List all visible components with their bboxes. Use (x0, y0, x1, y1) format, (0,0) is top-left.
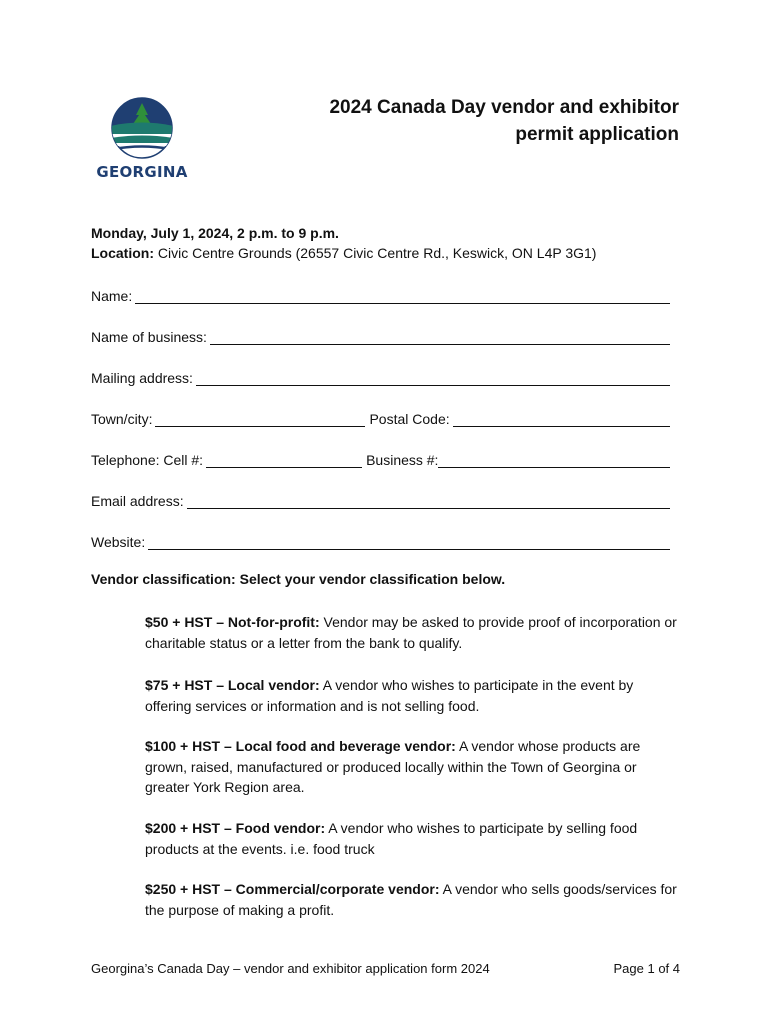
event-date-time: Monday, July 1, 2024, 2 p.m. to 9 p.m. (91, 225, 339, 241)
email-field-row (91, 489, 670, 509)
vendor-option-not-for-profit[interactable] (145, 612, 680, 653)
name-label: Name: (91, 288, 133, 304)
title-line-1: 2024 Canada Day vendor and exhibitor (329, 97, 679, 118)
vendor-option-local-vendor[interactable] (145, 675, 680, 716)
name-field-row (91, 284, 670, 304)
mailing-address-input-line[interactable] (196, 370, 670, 386)
business-name-input-line[interactable] (210, 329, 670, 345)
logo-emblem-icon (92, 95, 192, 161)
vendor-option-title: $200 + HST – Food vendor: (145, 820, 326, 836)
vendor-option-title: $250 + HST – Commercial/corporate vendor: (145, 881, 440, 897)
vendor-option-description: Vendor may be asked to provide proof of incorporation or charitable status or a letter from the bank to qualify. (145, 614, 677, 651)
georgina-logo (92, 95, 192, 185)
title-line-2: permit application (515, 124, 679, 145)
location-value: Civic Centre Grounds (26557 Civic Centre Rd., Keswick, ON L4P 3G1) (154, 245, 597, 261)
vendor-option-description: A vendor who wishes to participate in the event by offering services or information and is not selling food. (145, 677, 634, 714)
business-phone-input-line[interactable] (438, 452, 670, 468)
event-info (91, 223, 596, 263)
email-input-line[interactable] (187, 493, 670, 509)
vendor-option-title: $50 + HST – Not-for-profit: (145, 614, 320, 630)
town-label: Town/city: (91, 411, 153, 427)
town-input-line[interactable] (155, 411, 365, 427)
vendor-option-title: $100 + HST – Local food and beverage vendor: (145, 738, 456, 754)
cell-phone-label: Telephone: Cell #: (91, 452, 204, 468)
postal-code-input-line[interactable] (453, 411, 670, 427)
mailing-address-label: Mailing address: (91, 370, 193, 386)
website-field-row (91, 530, 670, 550)
footer-page-number: Page 1 of 4 (613, 961, 680, 976)
location-label: Location: (91, 245, 154, 261)
name-input-line[interactable] (135, 288, 670, 304)
telephone-field-row (91, 448, 670, 468)
vendor-classification-heading: Vendor classification: Select your vendor classification below. (91, 571, 506, 587)
vendor-option-local-food-beverage[interactable] (145, 736, 680, 798)
vendor-option-title: $75 + HST – Local vendor: (145, 677, 320, 693)
vendor-option-commercial-corporate[interactable] (145, 879, 680, 920)
page-title (259, 94, 679, 148)
logo-wordmark: GEORGINA (96, 163, 188, 181)
email-label: Email address: (91, 493, 184, 509)
vendor-option-food-vendor[interactable] (145, 818, 680, 859)
vendor-option-description: A vendor who wishes to participate by selling food products at the events. i.e. food truck (145, 820, 638, 857)
cell-phone-input-line[interactable] (206, 452, 362, 468)
vendor-option-description: A vendor who sells goods/services for the purpose of making a profit. (145, 881, 677, 918)
footer-document-title: Georgina’s Canada Day – vendor and exhibitor application form 2024 (91, 961, 490, 976)
business-name-field-row (91, 325, 670, 345)
website-label: Website: (91, 534, 146, 550)
postal-code-label: Postal Code: (369, 411, 450, 427)
business-phone-label: Business #: (366, 452, 439, 468)
town-postal-field-row (91, 407, 670, 427)
vendor-option-description: A vendor whose products are grown, raised, manufactured or produced locally within the Town of Georgina or greater York Region area. (145, 738, 641, 795)
website-input-line[interactable] (148, 534, 670, 550)
mailing-address-field-row (91, 366, 670, 386)
business-name-label: Name of business: (91, 329, 207, 345)
